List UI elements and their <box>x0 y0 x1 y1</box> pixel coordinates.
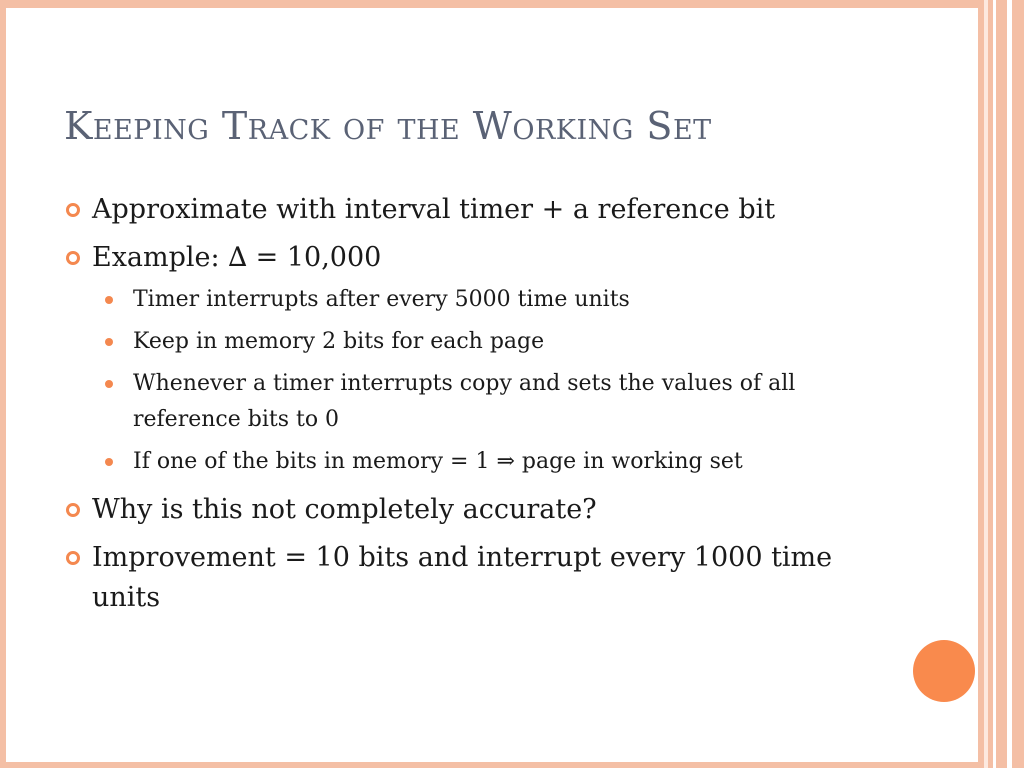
frame-top-border <box>0 0 985 8</box>
ring-bullet-icon <box>66 203 80 217</box>
sub-bullet-text: If one of the bits in memory = 1 ⇒ page in working set <box>133 449 743 474</box>
bullet-text: Approximate with interval timer + a reference bit <box>92 194 776 225</box>
bullet-text: Why is this not completely accurate? <box>92 494 597 525</box>
ring-bullet-icon <box>66 551 80 565</box>
sub-bullet-item <box>66 366 878 438</box>
frame-bottom-border <box>0 762 985 768</box>
bullet-item <box>66 538 906 618</box>
dot-bullet-icon <box>105 296 113 304</box>
sub-bullet-item <box>66 324 878 360</box>
frame-left-border <box>0 0 6 768</box>
dot-bullet-icon <box>105 458 113 466</box>
sub-bullet-list <box>66 282 906 480</box>
ring-bullet-icon <box>66 503 80 517</box>
bullet-text: Improvement = 10 bits and interrupt every 1000 time units <box>92 542 833 613</box>
slide-content <box>66 190 906 626</box>
bullet-text: Example: ∆ = 10,000 <box>92 242 382 273</box>
dot-bullet-icon <box>105 338 113 346</box>
bullet-item <box>66 190 906 230</box>
decorative-stripe <box>988 0 993 768</box>
bullet-item <box>66 238 906 278</box>
decorative-stripe <box>996 0 1007 768</box>
slide-title: Keeping Track of the Working Set <box>64 104 712 148</box>
decorative-circle <box>913 640 975 702</box>
sub-bullet-text: Whenever a timer interrupts copy and sets the values of all reference bits to 0 <box>133 371 796 432</box>
dot-bullet-icon <box>105 380 113 388</box>
ring-bullet-icon <box>66 251 80 265</box>
bullet-item <box>66 490 906 530</box>
sub-bullet-item <box>66 282 878 318</box>
sub-bullet-item <box>66 444 878 480</box>
decorative-stripe <box>1012 0 1024 768</box>
sub-bullet-text: Keep in memory 2 bits for each page <box>133 329 545 354</box>
sub-bullet-text: Timer interrupts after every 5000 time units <box>133 287 630 312</box>
